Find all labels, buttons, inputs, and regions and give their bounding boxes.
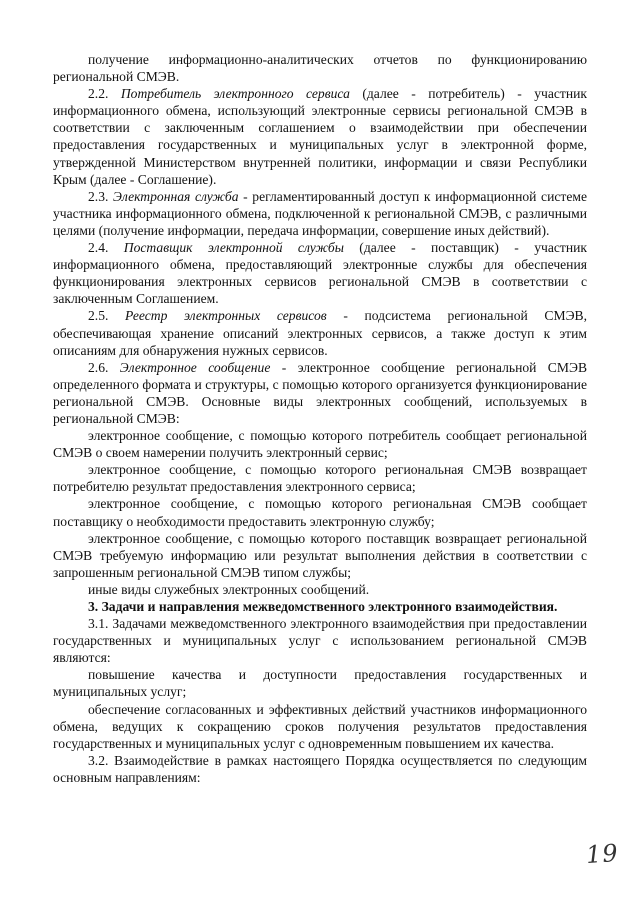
clause-number: 2.3. <box>88 188 114 204</box>
paragraph-2-3 <box>53 188 587 239</box>
definition-text: - подсистема региональной СМЭВ, обеспечивающая хранение описаний электронных сервисов, а также доступ к этим описаниям для обнаружения нужных сервисов. <box>53 308 588 358</box>
defined-term: Потребитель электронного сервиса <box>120 86 350 102</box>
definition-text: (далее - потребитель) - участник информационного обмена, использующий электронные сервисы региональной СМЭВ в соответствии с заключенным соглашением о взаимодействии при обеспечении предоставления государственных и муниципальных услуг в электронной форме, утвержденной Министерством внутренней политики, информации и связи Республики Крым (далее - Соглашение). <box>53 86 587 187</box>
list-item-message-5: иные виды служебных электронных сообщений. <box>88 581 370 597</box>
paragraph-3-2: 3.2. Взаимодействие в рамках настоящего Порядка осуществляется по следующим основным направлениям: <box>53 752 587 785</box>
handwritten-page-number: 19 <box>585 838 620 870</box>
list-item-task-2: обеспечение согласованных и эффективных действий участников информационного обмена, ведущих к сокращению сроков получения результатов предоставления государственных и муниципальных услуг с одновременным повышением их качества. <box>53 701 587 751</box>
defined-term: Реестр электронных сервисов <box>125 308 327 324</box>
clause-number: 2.2. <box>88 86 121 102</box>
list-item-task-1: повышение качества и доступности предоставления государственных и муниципальных услуг; <box>53 667 587 700</box>
list-item-message-4: электронное сообщение, с помощью которого поставщик возвращает региональной СМЭВ требуемую информацию или результат выполнения действия в соответствии с запрошенным региональной СМЭВ типом службы; <box>53 530 587 580</box>
paragraph-2-2 <box>53 85 587 188</box>
paragraph-2-4 <box>53 239 587 307</box>
clause-number: 2.6. <box>88 359 120 375</box>
list-item-message-1: электронное сообщение, с помощью которого потребитель сообщает региональной СМЭВ о своем намерении получить электронный сервис; <box>53 428 587 461</box>
clause-number: 2.5. <box>88 308 126 324</box>
clause-number: 2.4. <box>88 240 124 256</box>
paragraph-3-1: 3.1. Задачами межведомственного электронного взаимодействия при предоставлении государственных и муниципальных услуг с использованием региональной СМЭВ являются: <box>53 616 587 666</box>
section-heading-3: 3. Задачи и направления межведомственного электронного взаимодействия. <box>88 599 558 614</box>
paragraph-reports: получение информационно-аналитических отчетов по функционированию региональной СМЭВ. <box>53 52 587 85</box>
defined-term: Электронная служба <box>113 188 239 204</box>
defined-term: Поставщик электронной службы <box>123 240 344 256</box>
list-item-message-2: электронное сообщение, с помощью которого региональная СМЭВ возвращает потребителю результат предоставления электронного сервиса; <box>53 462 587 495</box>
definition-text: (далее - поставщик) - участник информационного обмена, предоставляющий электронные службы для обеспечения функционирования электронных сервисов региональной СМЭВ в соответствии с заключенным Соглашением. <box>53 240 587 307</box>
definition-text: - регламентированный доступ к информационной системе участника информационного обмена, подключенной к региональной СМЭВ, с различными целями (получение информации, передача информации, совершение иных действий). <box>53 188 587 238</box>
list-item-message-3: электронное сообщение, с помощью которого региональная СМЭВ сообщает поставщику о необходимости предоставить электронную службу; <box>53 496 587 529</box>
definition-text: - электронное сообщение региональной СМЭВ определенного формата и структуры, с помощью которого организуется функционирование региональной СМЭВ. Основные виды электронных сообщений, используемых в региональной СМЭВ: <box>53 359 588 426</box>
paragraph-2-5 <box>53 307 587 358</box>
paragraph-2-6 <box>53 359 587 427</box>
document-body <box>53 51 587 786</box>
defined-term: Электронное сообщение <box>119 359 271 375</box>
